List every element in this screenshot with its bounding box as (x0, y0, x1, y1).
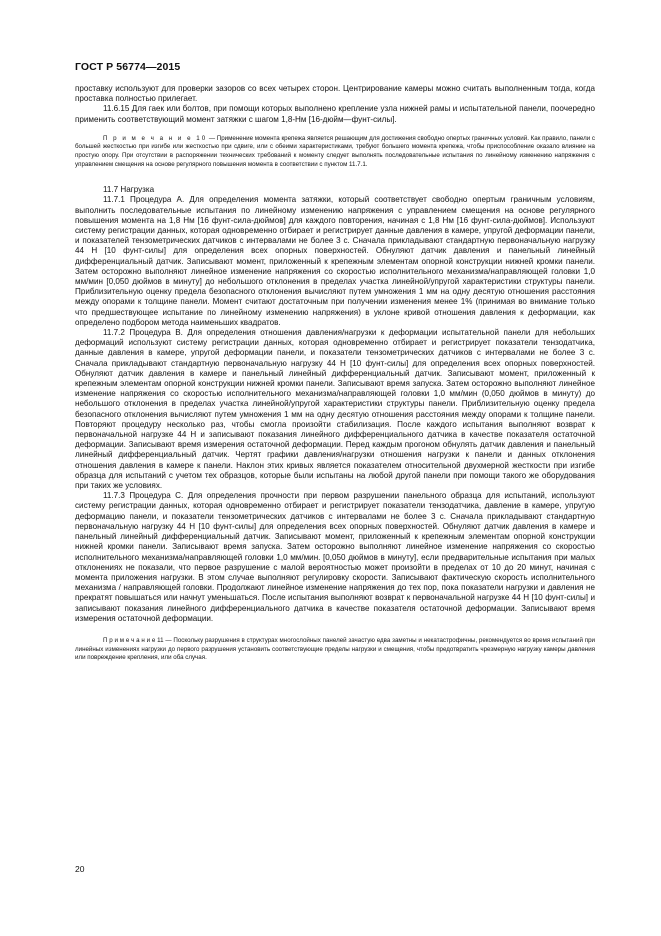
note-10-label: П р и м е ч а н и е 10 (103, 134, 208, 142)
document-body (75, 84, 595, 663)
page-number: 20 (75, 864, 85, 874)
paragraph-continuation: проставку используют для проверки зазоров со всех четырех сторон. Центрирование камеры можно считать выполненным тогда, когда проставка полностью прилегает. (75, 84, 595, 104)
paragraph-11-6-15: 11.6.15 Для гаек или болтов, при помощи которых выполнено крепление узла нижней рамы и испытательной панели, поочередно применить соответствующий момент затяжки с шагом 1,8-Нм [16-дюйм—фунт-силы]. (75, 104, 595, 124)
paragraph-11-7-2: 11.7.2 Процедура В. Для определения отношения давления/нагрузки к деформации испытательной панели для небольших деформаций используют систему регистрации данных, которая одновременно отбирает и регистрирует показатели тензодатчика, данные давления в камере, упругой деформации панели, и показатели тензометрических датчиков с интервалами не более 3 с. Сначала прикладывают стандартную первоначальную нагрузку 44 Н [10 фунт-силы] для определения всех опорных поверхностей. Обнуляют датчик давления в камере и панельный линейный дифференциальный датчик. Записывают момент, приложенный к крепежным элементам опорной конструкции нижней кромки панели. Записывают время запуска. Затем осторожно выполняют линейное изменение напряжения со скоростью исполнительного механизма/направляющей головки 1,0 мм/мин (0,050 дюймов в минуту) до небольшого отклонения в пределах участка линейной/упругой характеристики структуры панели. Приблизительную оценку предела безопасного отклонения вычисляют путем умножения 1 мм на одну десятую отношения расстояния между опорами к толщине панели. Повторяют процедуру несколько раз, чтобы смогла произойти стабилизация. После каждого испытания выполняют возврат к первоначальной нагрузке 44 Н и записывают показания линейного дифференциального датчика в качестве показателя остаточной деформации. Записывают время измерения остаточной деформации. Перед каждым прогоном обнулять датчик давления и панельный линейный дифференциальный датчик. Чертят графики давления/нагрузки отношения нагрузки к панели и данных отклонения отношения давления в камере к панели. Наклон этих кривых является показателем относительной двухмерной жесткости при изгибе образца для испытаний с учетом тех образцов, которые были испытаны на любой другой панели при помощи такого же оборудования при таких же условиях. (75, 328, 595, 491)
paragraph-11-7-3: 11.7.3 Процедура С. Для определения прочности при первом разрушении панельного образца для испытаний, используют систему регистрации данных, которая одновременно отбирает и регистрирует показатели тензодатчика, давление в камере, упругую деформацию панели, и показатели тензометрических датчиков с интервалами не более 3 с. Сначала прикладывают стандартную первоначальную нагрузку 44 Н [10 фунт-силы] для определения всех опорных поверхностей. Обнуляют датчик давления в камере и панельный линейный дифференциальный датчик. Записывают момент, приложенный к крепежным элементам опорной конструкции нижней кромки панели. Записывают время запуска. Затем осторожно выполняют линейное изменение напряжения со скоростью исполнительного механизма/направляющей головки 1,0 мм/мин. [0,050 дюймов в минуту], если предварительные испытания при малых отклонениях не показали, что первое разрушение с малой вероятностью может произойти в пределах от 10 до 20 минут, начиная с момента приложения нагрузки. В этом случае выполняют регулировку скорости. Записывают фактическую скорость исполнительного механизма / направляющей головки. Продолжают линейное изменение напряжения до тех пор, пока показатели нагрузки и давления не прекратят повышаться или начнут уменьшаться. После испытания выполняют возврат к первоначальной нагрузке 44 Н [10 фунт-силы] и записывают показания линейного дифференциального датчика в качестве показателя остаточной деформации. Записывают время измерения остаточной деформации. (75, 491, 595, 623)
paragraph-11-7-1: 11.7.1 Процедура А. Для определения момента затяжки, который соответствует свободно опертым граничным условиям, выполнить последовательные испытания по линейному изменению напряжения с управлением смещения на основе регулярного повышения момента на 1,8 Нм [16 фунт-сила-дюймов] для каждого повторения, начиная с 1,8 Нм [16 фунт-сила-дюймов]. Используют систему регистрации данных, которая одновременно отбирает и регистрирует данные давления в камере, упругой деформации панели, и показателей тензометрических датчиков с интервалами не более 3 с. Сначала прикладывают стандартную первоначальную нагрузку 44 Н [10 фунт-силы] для определения всех опорных поверхностей. Обнуляют датчик давления и панельный линейный дифференциальный датчик. Записывают момент, приложенный к крепежным элементам опорной конструкции нижней кромки панели. Затем осторожно выполняют линейное изменение напряжения со скоростью исполнительного механизма/направляющей головки 1,0 мм/мин [0,050 дюймов в минуту] до небольшого отклонения в пределах участка линейной/упругой характеристики структуры панели. Приблизительную оценку предела безопасного отклонения вычисляют путем умножения 1 мм на одну десятую отношения расстояния между опорами к толщине панели. Момент считают достаточным при получении изменения менее 1% (принимая во внимание только что предшествующее испытание по линейному изменению напряжения) в уклоне кривой отношения давления к деформации, как определено подбором метода наименьших квадратов. (75, 195, 595, 327)
note-10-text: — Применение момента крепежа является решающим для достижения свободно опертых граничных условий. Как правило, панели с большей жесткостью при изгибе или жесткостью при сдвиге, или с обеими характеристиками, требуют большего момента крепежа, чтобы приспособление оказало влияние на простую опору. При отсутствии в распоряжении технических требований к моменту следует выполнять последовательные испытания по линейному изменению напряжения с управлением смещения на основе регулярного повышения момента в соответствии с пунктом 11.7.1. (75, 134, 596, 168)
note-11 (75, 637, 595, 663)
note-11-label: П р и м е ч а н и е 11 (103, 636, 164, 644)
note-10 (75, 135, 595, 169)
document-header: ГОСТ Р 56774—2015 (75, 61, 181, 73)
note-11-text: — Поскольку разрушения в структурах многослойных панелей зачастую едва заметны и некатастрофичны, рекомендуется во время испытаний при линейных изменениях нагрузки до первого разрушения установить соответствующие пределы нагрузки и смещения, чтобы предотвратить чрезмерную нагрузку камеры давления или повреждение крепления, или оба случая. (75, 636, 595, 662)
section-title-11-7: 11.7 Нагрузка (103, 185, 155, 195)
